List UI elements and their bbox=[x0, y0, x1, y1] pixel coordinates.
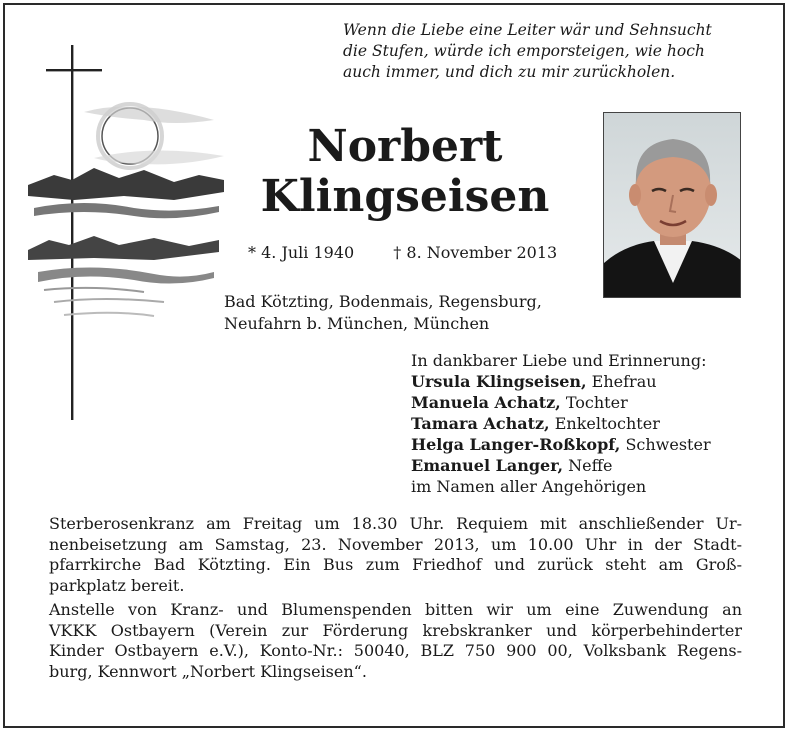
mourners-list bbox=[411, 350, 711, 497]
mourner-name: Tamara Achatz, bbox=[411, 414, 550, 433]
mourner-name: Manuela Achatz, bbox=[411, 393, 561, 412]
mourner-name: Emanuel Langer, bbox=[411, 456, 564, 475]
mourners-intro: In dankbarer Liebe und Erinnerung: bbox=[411, 351, 707, 370]
life-dates bbox=[248, 243, 557, 262]
quote-line: Wenn die Liebe eine Leiter wär und Sehnsucht bbox=[343, 21, 712, 39]
cross-icon bbox=[71, 45, 73, 420]
portrait-photo bbox=[603, 112, 741, 298]
text-line: pfarrkirche Bad Kötzting. Ein Bus zum Friedhof und zurück steht am Groß- bbox=[49, 555, 742, 574]
text-line: parkplatz bereit. bbox=[49, 575, 185, 595]
places-line: Neufahrn b. München, München bbox=[224, 314, 490, 333]
quote bbox=[343, 20, 763, 83]
places-line: Bad Kötzting, Bodenmais, Regensburg, bbox=[224, 292, 542, 311]
cross-landscape-illustration bbox=[24, 40, 234, 430]
mourner-entry bbox=[411, 371, 711, 392]
mourner-name: Ursula Klingseisen, bbox=[411, 372, 587, 391]
mourner-relation: Enkeltochter bbox=[554, 414, 660, 433]
deceased-name bbox=[240, 122, 570, 222]
places bbox=[224, 291, 542, 335]
text-line: VKKK Ostbayern (Verein zur Förderung krebskranker und körperbehinderter bbox=[49, 620, 742, 640]
mountains-icon bbox=[28, 168, 224, 200]
text-line: nenbeisetzung am Samstag, 23. November 2013, um 10.00 Uhr in der Stadt- bbox=[49, 534, 742, 554]
quote-line: die Stufen, würde ich emporsteigen, wie hoch bbox=[343, 42, 705, 60]
mourner-entry bbox=[411, 392, 711, 413]
birth-date: * 4. Juli 1940 bbox=[248, 243, 355, 262]
mourner-entry bbox=[411, 434, 711, 455]
text-line: Kinder Ostbayern e.V.), Konto-Nr.: 50040, BLZ 750 900 00, Volksbank Regens- bbox=[49, 641, 742, 660]
mourner-relation: Ehefrau bbox=[591, 372, 657, 391]
mourner-entry bbox=[411, 455, 711, 476]
mourner-relation: Schwester bbox=[625, 435, 711, 454]
quote-line: auch immer, und dich zu mir zurückholen. bbox=[343, 63, 676, 81]
portrait-icon bbox=[604, 113, 741, 298]
text-line: burg, Kennwort „Norbert Klingseisen“. bbox=[49, 661, 367, 681]
text-line: Anstelle von Kranz- und Blumenspenden bitten wir um eine Zuwendung an bbox=[49, 600, 742, 619]
first-name: Norbert bbox=[307, 121, 503, 172]
donation-paragraph bbox=[49, 600, 742, 682]
death-date: † 8. November 2013 bbox=[393, 243, 558, 262]
mourner-relation: Neffe bbox=[568, 456, 613, 475]
mourner-relation: Tochter bbox=[565, 393, 628, 412]
funeral-paragraph bbox=[49, 514, 742, 596]
mourner-entry bbox=[411, 413, 711, 434]
last-name: Klingseisen bbox=[260, 171, 550, 222]
mourners-closing: im Namen aller Angehörigen bbox=[411, 477, 647, 496]
service-details bbox=[49, 514, 742, 686]
text-line: Sterberosenkranz am Freitag um 18.30 Uhr. Requiem mit anschließender Ur- bbox=[49, 514, 742, 533]
mourner-name: Helga Langer-Roßkopf, bbox=[411, 435, 621, 454]
